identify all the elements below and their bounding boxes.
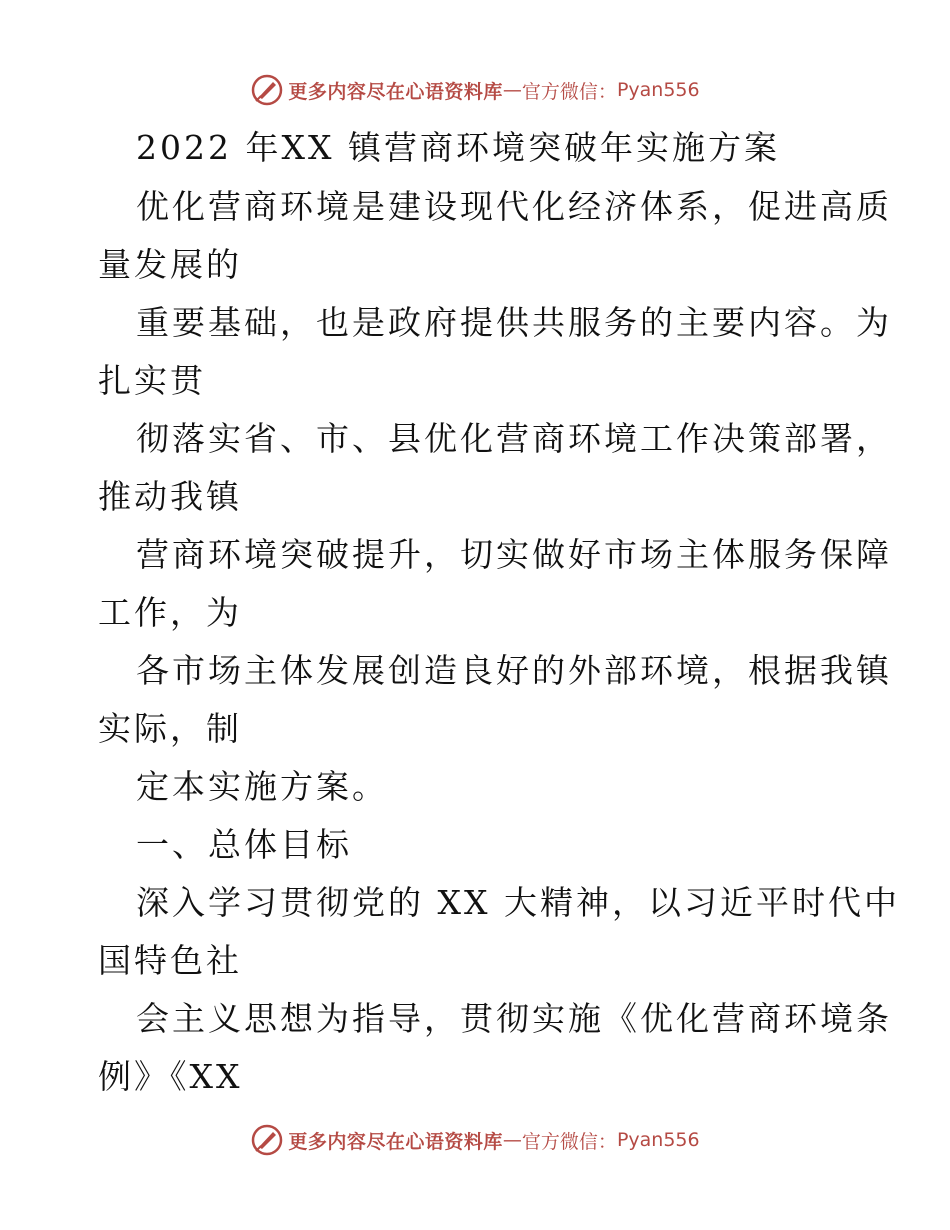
paragraph-line: 深入学习贯彻党的 XX 大精神，以习近平时代中 [136,883,900,922]
paragraph-line: 量发展的 [98,245,242,284]
paragraph-line: 例》《XX [98,1057,243,1096]
watermark-wechat-id: Pyan556 [616,79,700,101]
paragraph-line: 工作，为 [98,593,242,632]
paragraph-line: 会主义思想为指导，贯彻实施《优化营商环境条 [136,999,892,1038]
paragraph-line: 重要基础，也是政府提供共服务的主要内容。为 [136,303,892,342]
watermark-main-text: 更多内容尽在心语资料库 [288,1130,503,1153]
document-title: 2022 年XX 镇营商环境突破年实施方案 [136,128,780,167]
paragraph-line: 推动我镇 [98,477,242,516]
watermark-dash: — [502,1129,522,1151]
paragraph-line: 营商环境突破提升，切实做好市场主体服务保障 [136,535,892,574]
watermark-wechat-id: Pyan556 [616,1129,700,1151]
paragraph-line: 国特色社 [98,941,242,980]
paragraph-line: 实际，制 [98,709,242,748]
watermark-dash: — [502,79,522,101]
paragraph-line: 彻落实省、市、县优化营商环境工作决策部署， [136,419,892,458]
watermark-main-text: 更多内容尽在心语资料库 [288,80,503,103]
watermark-label: 官方微信： [521,1130,617,1153]
quill-seal-icon [250,1123,284,1157]
paragraph-line: 定本实施方案。 [136,767,388,806]
section-heading: 一、总体目标 [136,825,352,864]
paragraph-line: 优化营商环境是建设现代化经济体系，促进高质 [136,187,892,226]
paragraph-line: 扎实贯 [98,361,206,400]
paragraph-line: 各市场主体发展创造良好的外部环境，根据我镇 [136,651,892,690]
watermark-label: 官方微信： [521,80,617,103]
footer-watermark [0,1120,950,1160]
